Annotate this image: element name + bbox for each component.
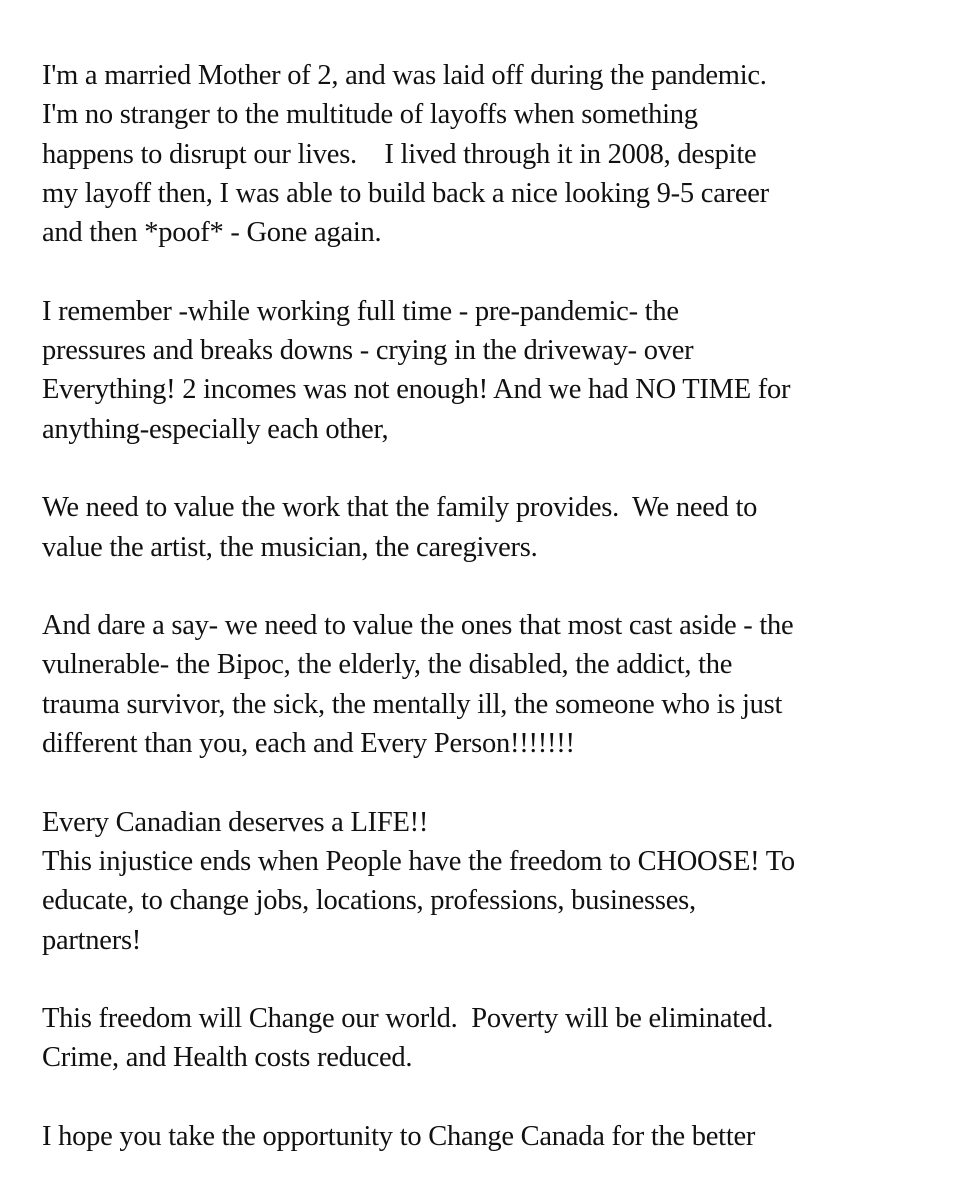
text-line: And dare a say- we need to value the ones that most cast aside - the	[42, 610, 794, 642]
text-line: trauma survivor, the sick, the mentally ill, the someone who is just	[42, 688, 783, 720]
paragraph-vulnerable	[42, 606, 930, 763]
text-line: Every Canadian deserves a LIFE!!	[42, 806, 429, 838]
text-line: vulnerable- the Bipoc, the elderly, the disabled, the addict, the	[42, 649, 733, 681]
text-line: I hope you take the opportunity to Change Canada for the better	[42, 1121, 756, 1153]
paragraph-change-world	[42, 999, 930, 1078]
text-line: Everything! 2 incomes was not enough! And we had NO TIME for	[42, 374, 791, 406]
paragraph-value-work	[42, 488, 930, 567]
text-line: Crime, and Health costs reduced.	[42, 1042, 413, 1074]
text-line: I'm no stranger to the multitude of layoffs when something	[42, 99, 698, 131]
text-line: anything-especially each other,	[42, 413, 389, 445]
paragraph-freedom-choose	[42, 803, 930, 960]
text-line: my layoff then, I was able to build back a nice looking 9-5 career	[42, 177, 769, 209]
text-line: different than you, each and Every Person!!!!!!!	[42, 728, 575, 760]
text-line: happens to disrupt our lives. I lived through it in 2008, despite	[42, 138, 757, 170]
text-line: pressures and breaks downs - crying in the driveway- over	[42, 335, 694, 367]
text-line: This injustice ends when People have the freedom to CHOOSE! To	[42, 845, 795, 877]
text-line: I remember -while working full time - pre-pandemic- the	[42, 295, 679, 327]
paragraph-memory	[42, 292, 930, 449]
paragraph-closing	[42, 1117, 930, 1156]
text-line: educate, to change jobs, locations, professions, businesses,	[42, 885, 696, 917]
text-line: value the artist, the musician, the caregivers.	[42, 531, 538, 563]
text-line: This freedom will Change our world. Poverty will be eliminated.	[42, 1003, 774, 1035]
text-line: I'm a married Mother of 2, and was laid off during the pandemic.	[42, 60, 767, 91]
text-line: We need to value the work that the family provides. We need to	[42, 492, 758, 524]
paragraph-intro	[42, 56, 930, 252]
text-line: and then *poof* - Gone again.	[42, 217, 382, 249]
text-line: partners!	[42, 924, 142, 956]
